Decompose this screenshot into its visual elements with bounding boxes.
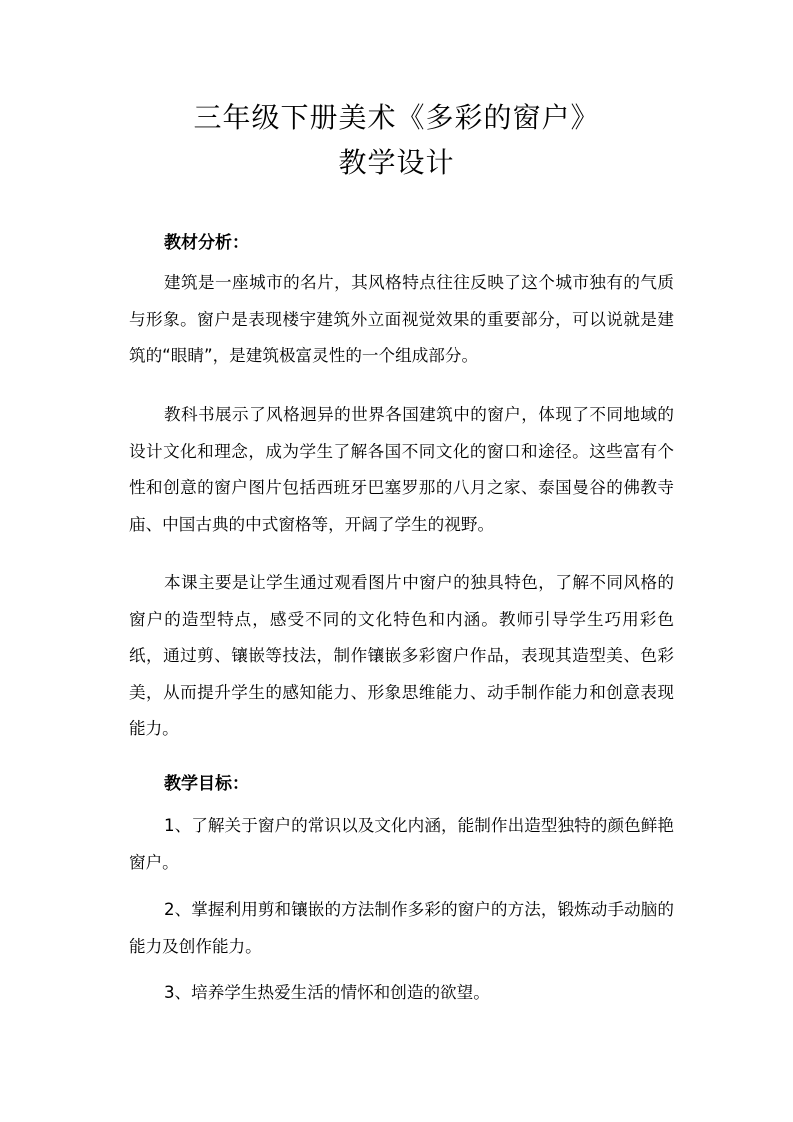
document-title: 三年级下册美术《多彩的窗户》 [193, 101, 600, 134]
paragraph-material-2: 教科书展示了风格迥异的世界各国建筑中的窗户，体现了不同地域的设计文化和理念，成为学生了解各国不同文化的窗口和途径。这些富有个性和创意的窗户图片包括西班牙巴塞罗那的八月之家、泰国曼谷的佛教寺庙、中国古典的中式窗格等，开阔了学生的视野。 [129, 405, 674, 534]
goal-item-2: 2、掌握利用剪和镶嵌的方法制作多彩的窗户的方法，锻炼动手动脑的能力及创作能力。 [129, 900, 674, 956]
goal-item-3: 3、培养学生热爱生活的情怀和创造的欲望。 [164, 983, 490, 1002]
section-heading-material-analysis: 教材分析： [164, 233, 249, 253]
section-heading-teaching-goals: 教学目标： [164, 774, 249, 794]
document-subtitle: 教学设计 [338, 146, 455, 179]
goal-item-1: 1、了解关于窗户的常识以及文化内涵，能制作出造型独特的颜色鲜艳窗户。 [129, 816, 674, 872]
paragraph-material-3: 本课主要是让学生通过观看图片中窗户的独具特色，了解不同风格的窗户的造型特点，感受不同的文化特色和内涵。教师引导学生巧用彩色纸，通过剪、镶嵌等技法，制作镶嵌多彩窗户作品，表现其造型美、色彩美，从而提升学生的感知能力、形象思维能力、动手制作能力和创意表现能力。 [129, 573, 674, 738]
paragraph-material-1: 建筑是一座城市的名片，其风格特点往往反映了这个城市独有的气质与形象。窗户是表现楼宇建筑外立面视觉效果的重要部分，可以说就是建筑的“眼睛”，是建筑极富灵性的一个组成部分。 [129, 273, 674, 365]
